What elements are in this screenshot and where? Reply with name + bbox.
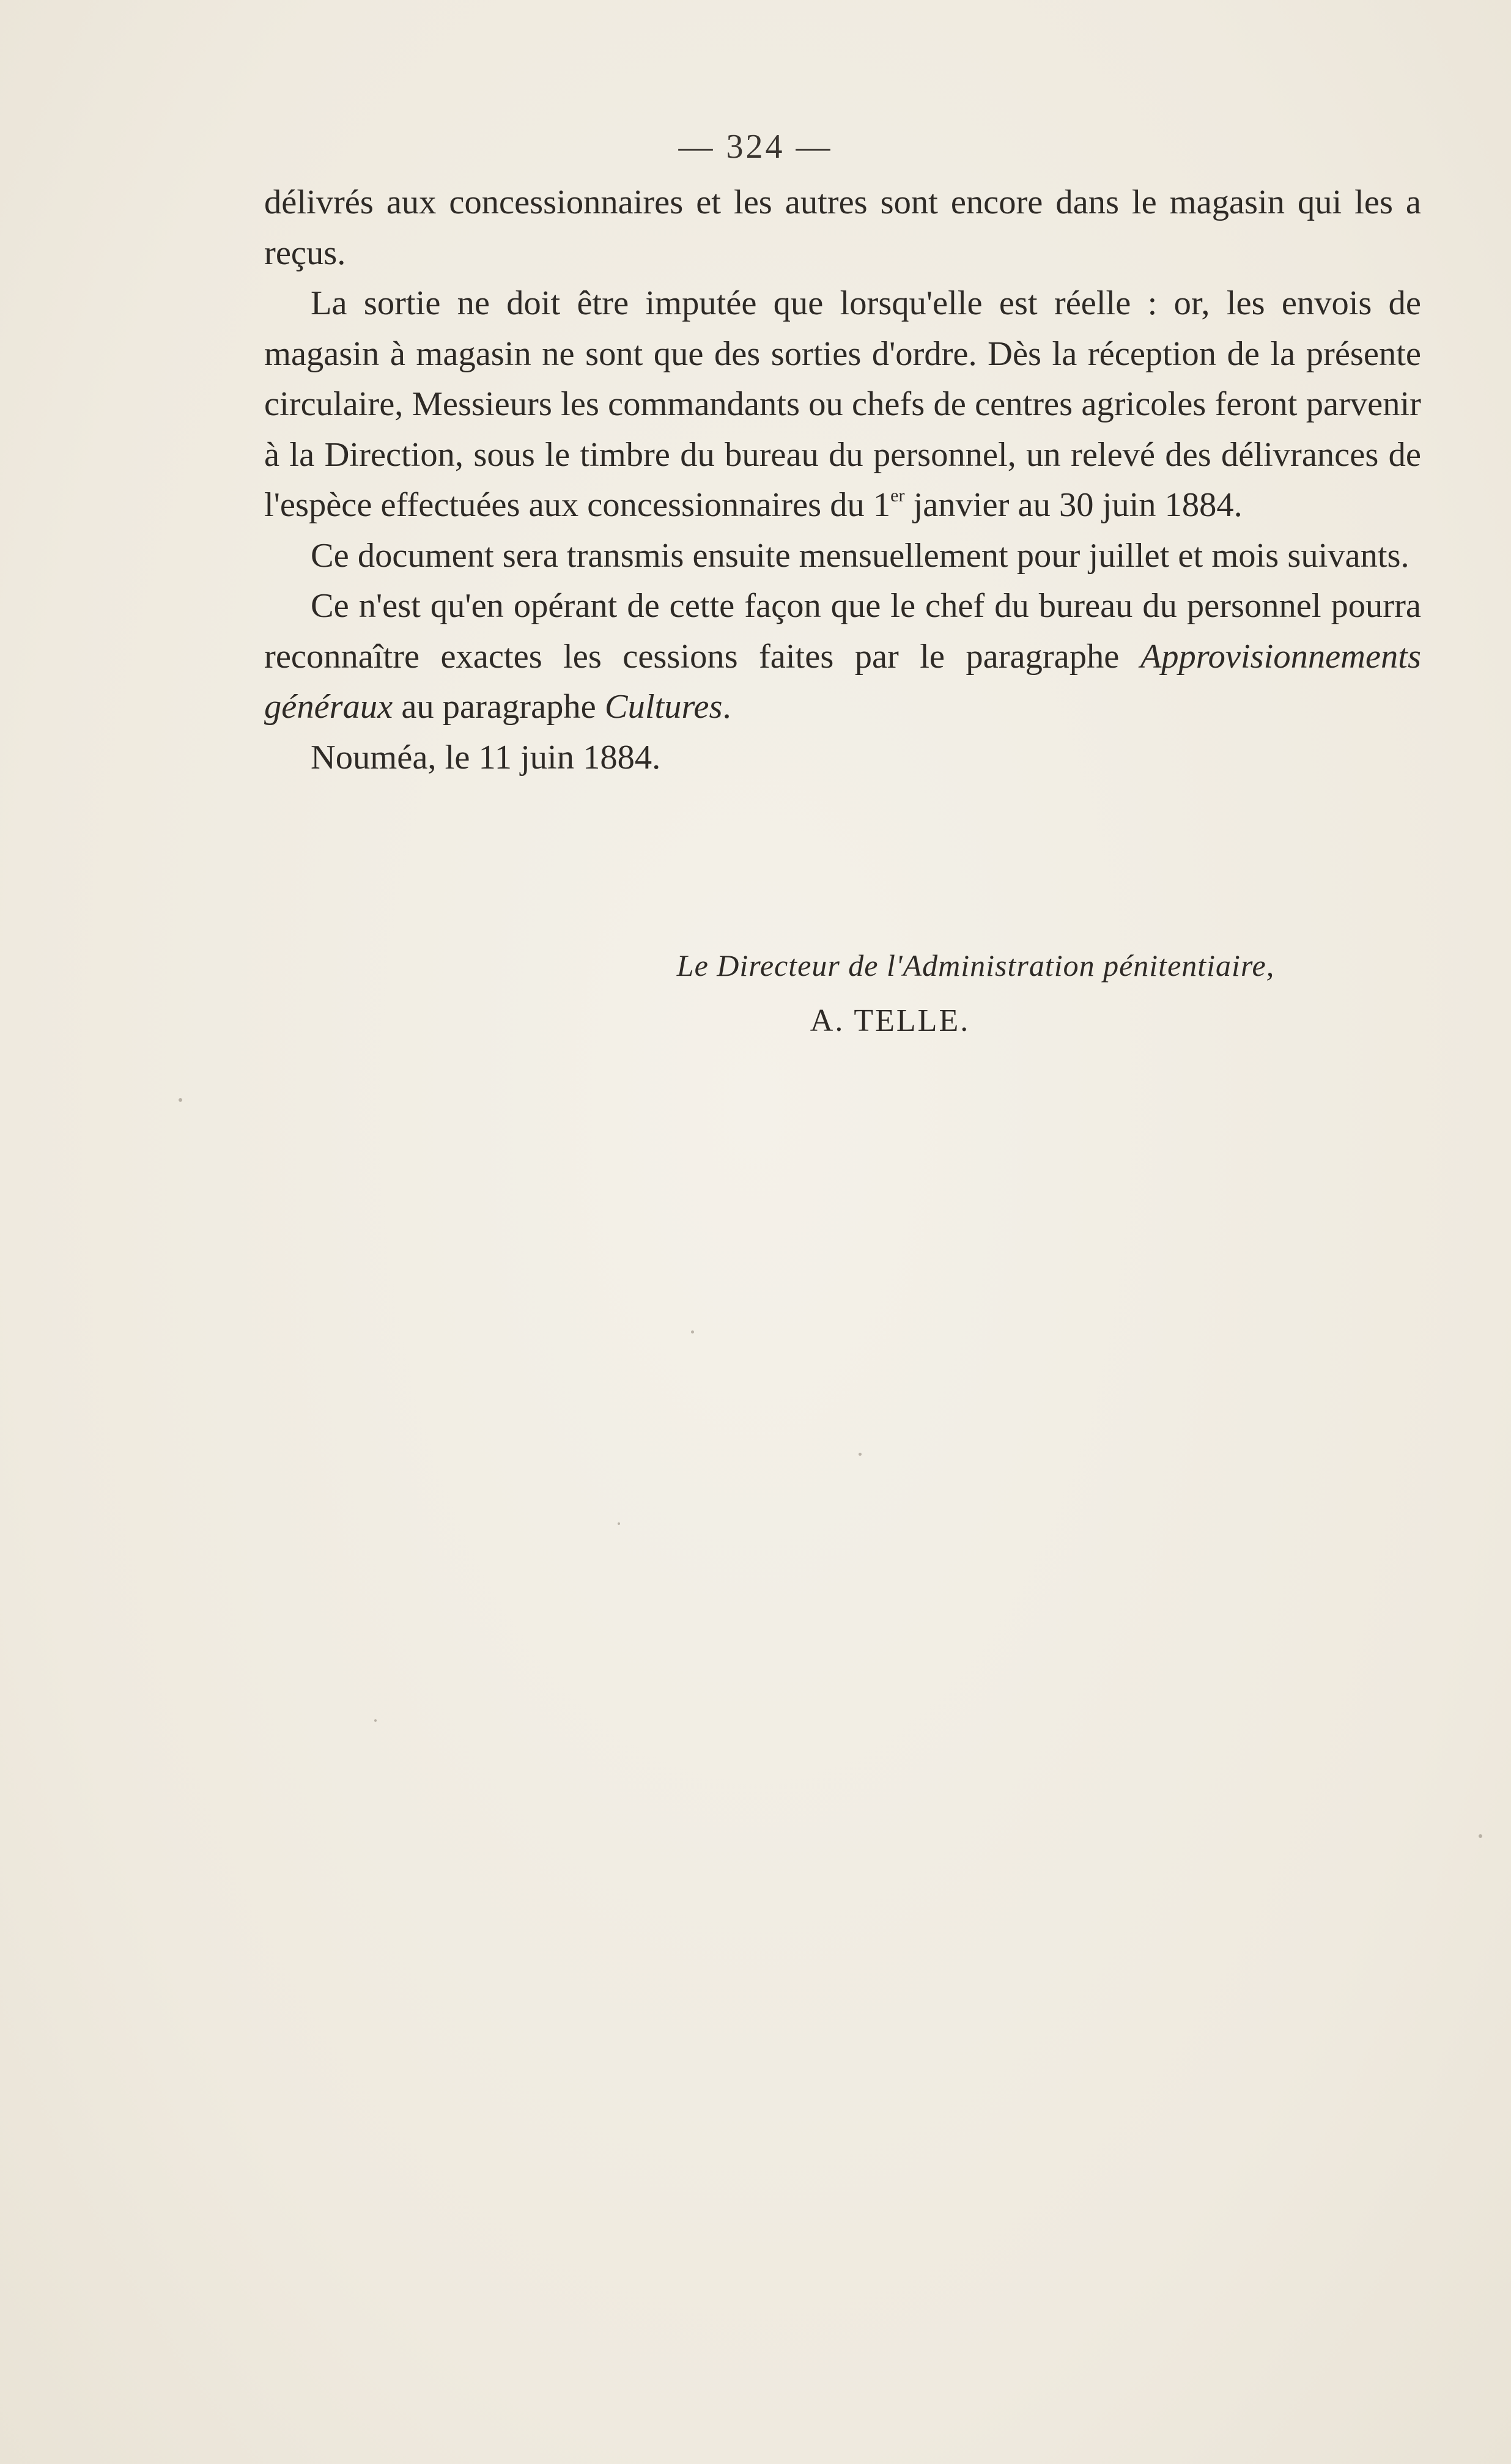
italic-cultures: Cultures xyxy=(604,688,723,726)
paragraph-cessions-start: Ce n'est qu'en opérant de cette façon que le chef du bureau du personnel pourra reconnaître exactes les cessions faites par le paragraphe xyxy=(264,587,1421,676)
paper-speck xyxy=(374,1719,377,1722)
paragraph-cessions-mid: au paragraphe xyxy=(393,688,605,726)
paragraph-continuation: délivrés aux concessionnaires et les autres sont encore dans le magasin qui les a reçus. xyxy=(264,183,1421,272)
signatory-name: A. TELLE. xyxy=(810,1003,970,1038)
paragraph-cessions-end: . xyxy=(722,688,731,726)
paragraph-document: Ce document sera transmis ensuite mensuellement pour juillet et mois suivants. xyxy=(311,536,1409,575)
paragraph-sortie xyxy=(264,278,1421,531)
signatory-title: Le Directeur de l'Administration pénitentiaire, xyxy=(676,948,1275,983)
page-number: — 324 — xyxy=(678,128,833,166)
place-date-line: Nouméa, le 11 juin 1884. xyxy=(311,738,661,776)
body-text xyxy=(264,177,1421,783)
paper-speck xyxy=(1479,1834,1482,1838)
paragraph-sortie-text: La sortie ne doit être imputée que lorsqu'elle est réelle : or, les envois de magasin à magasin ne sont que des sorties d'ordre. Dès la réception de la présente circulaire, Messieurs les commandants ou chefs de centres agricoles feront parvenir à la Direction, sous le timbre du bureau du personnel, un relevé des délivrances de l'espèce effectuées aux concessionnaires du xyxy=(264,284,1421,524)
paragraph-sortie-end: janvier au 30 juin 1884. xyxy=(904,486,1243,524)
ordinal-number: 1 xyxy=(873,486,891,524)
paper-speck xyxy=(691,1330,694,1333)
paper-speck xyxy=(618,1522,620,1525)
paper-speck xyxy=(859,1453,862,1456)
paragraph-cessions xyxy=(264,581,1421,732)
italic-approvisionnements: Approvisionnements généraux xyxy=(264,637,1421,726)
paper-speck xyxy=(179,1098,182,1102)
ordinal-suffix: er xyxy=(890,485,905,506)
